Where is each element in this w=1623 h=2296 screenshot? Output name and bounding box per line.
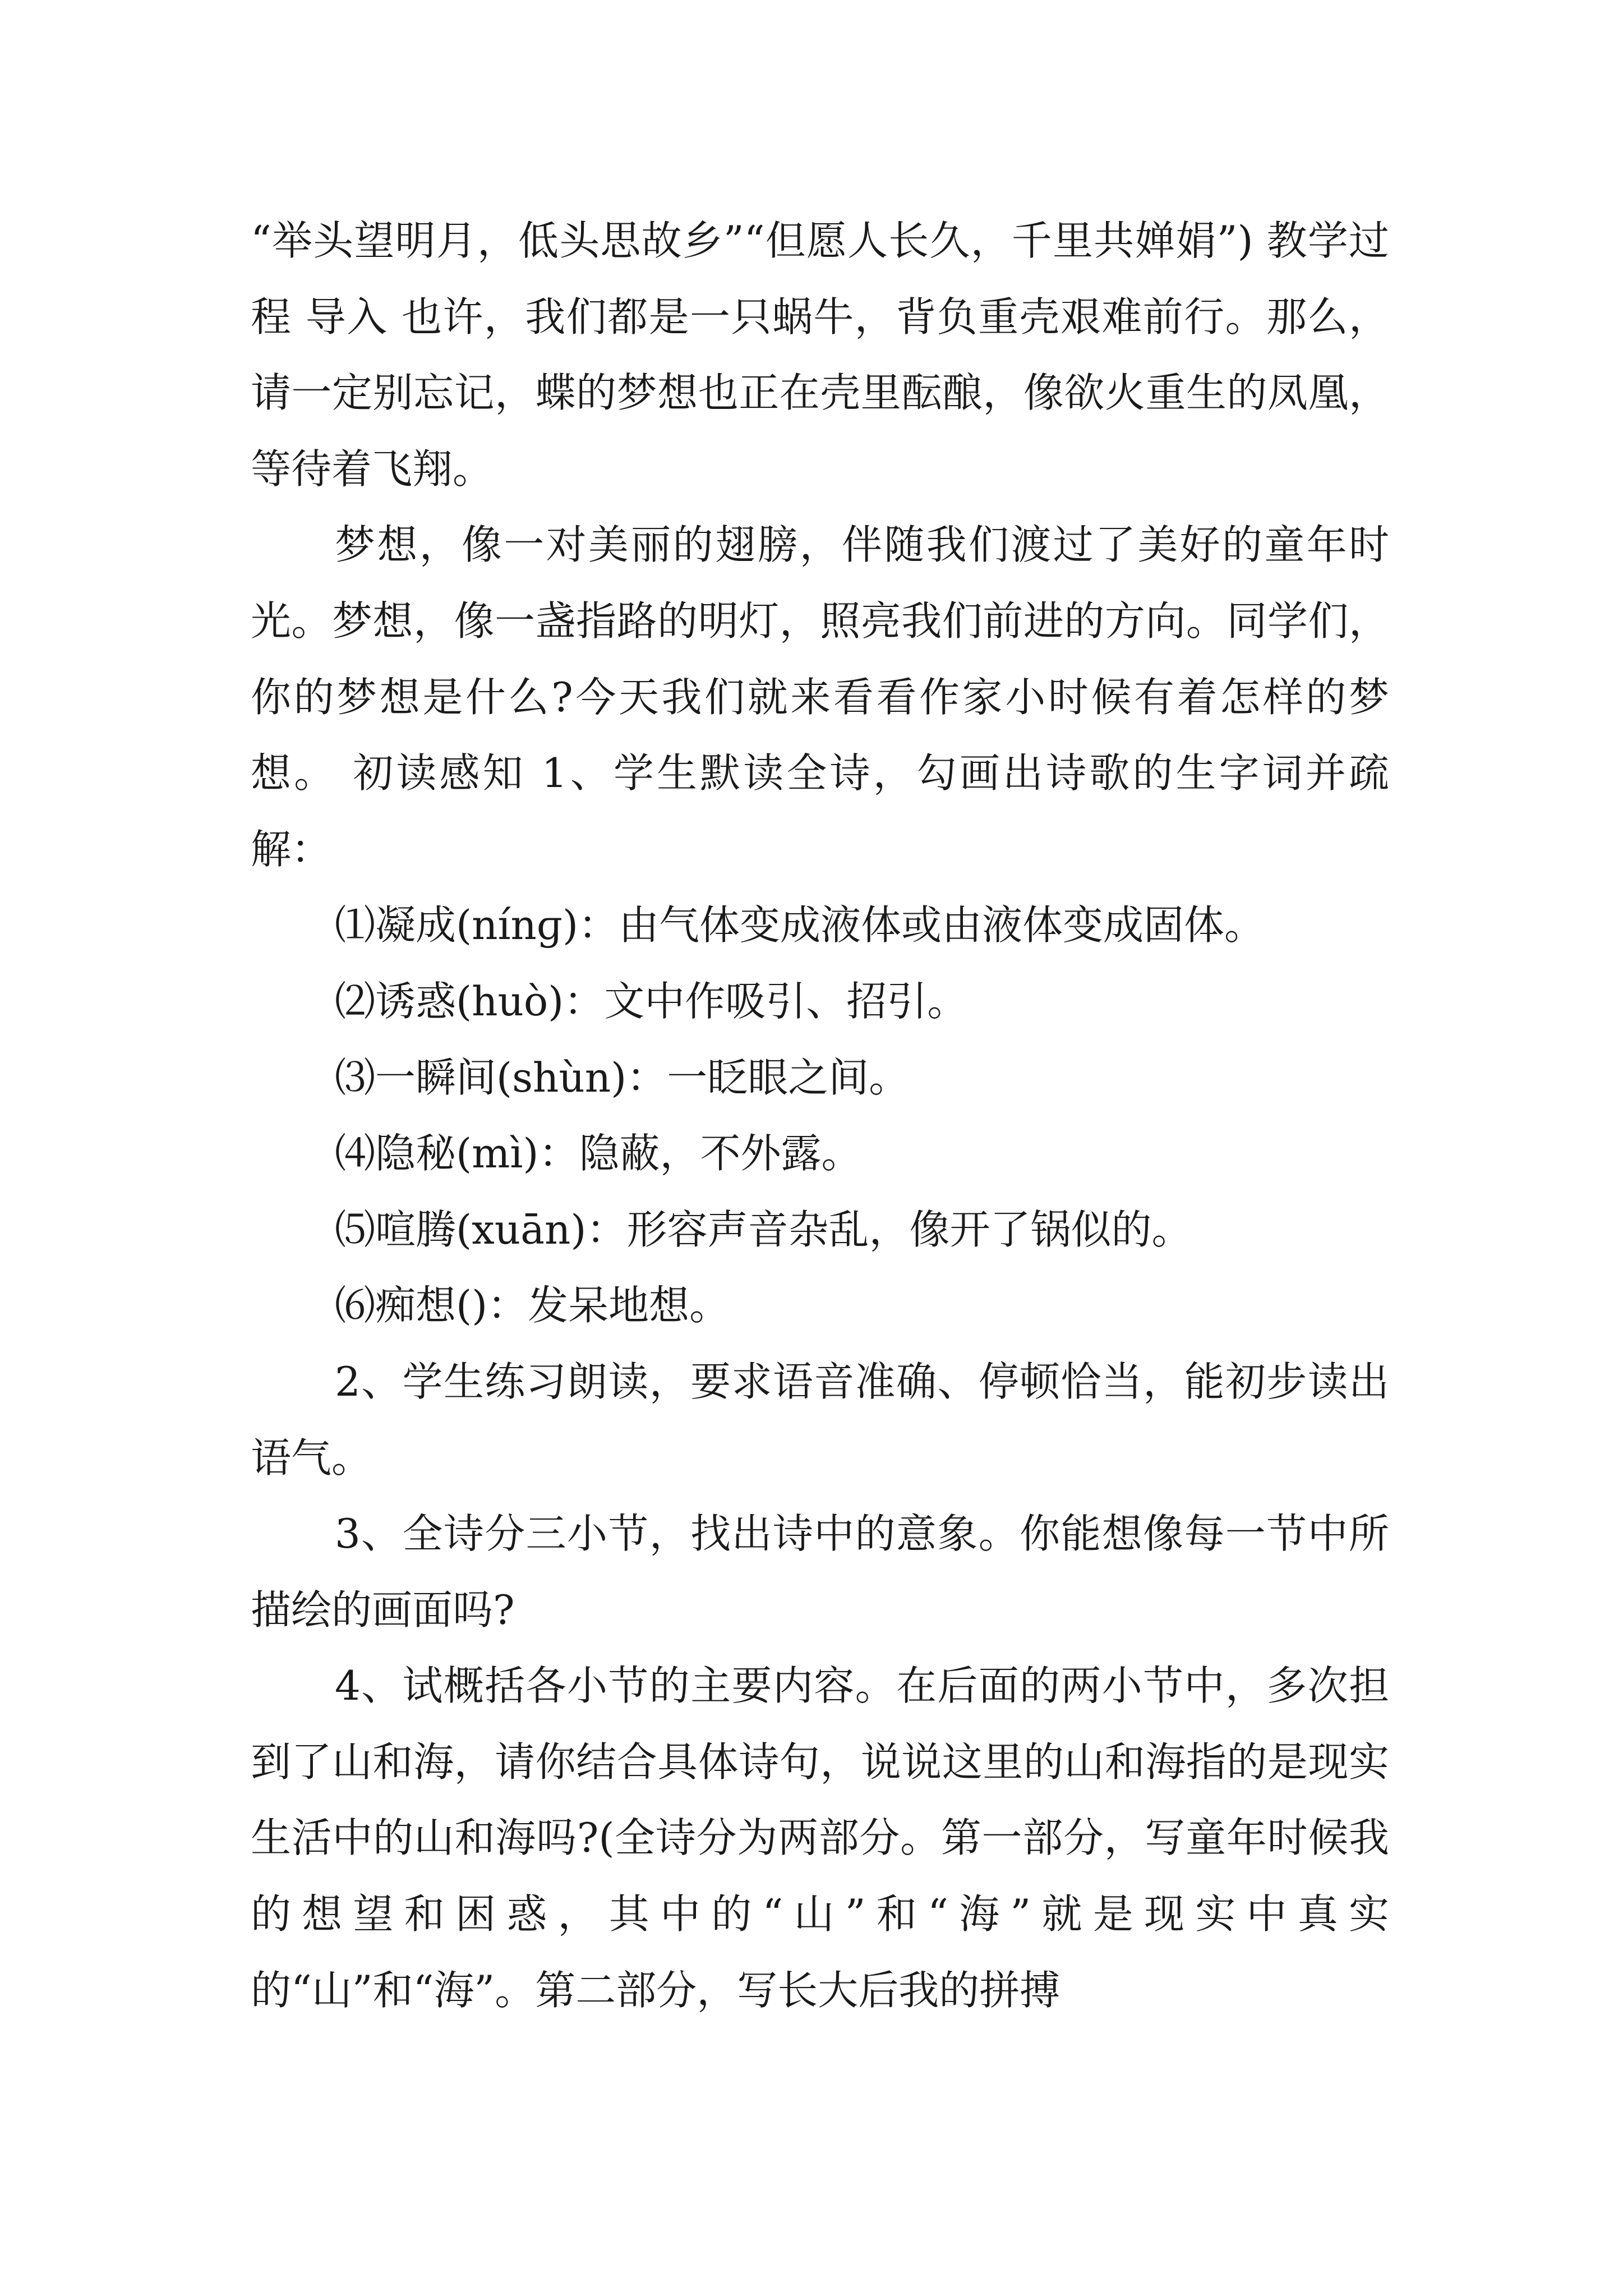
paragraph-intro: “举头望明月，低头思故乡”“但愿人长久，千里共婵娟”) 教学过程 导入 也许，我们都是一只蜗牛，背负重壳艰难前行。那么，请一定别忘记，蝶的梦想也正在壳里酝酿，像欲火重生的凤凰，等待着飞翔。 [251, 217, 1389, 493]
vocab-item-3: ⑶一瞬间(shùn)：一眨眼之间。 [335, 1053, 910, 1101]
paragraph-dream: 梦想，像一对美丽的翅膀，伴随我们渡过了美好的童年时光。梦想，像一盏指路的明灯，照亮我们前进的方向。同学们，你的梦想是什么?今天我们就来看看作家小时候有着怎样的梦想。 初读感知 1、学生默读全诗，勾画出诗歌的生字词并疏解： [251, 521, 1389, 873]
vocab-item-2: ⑵诱惑(huò)：文中作吸引、招引。 [335, 977, 968, 1025]
vocab-item-4: ⑷隐秘(mì)：隐蔽，不外露。 [335, 1130, 862, 1177]
vocab-item-6: ⑹痴想()：发呆地想。 [335, 1282, 730, 1329]
document-body [251, 203, 1389, 2028]
step-4-paragraph: 4、试概括各小节的主要内容。在后面的两小节中，多次担到了山和海，请你结合具体诗句，说说这里的山和海指的是现实生活中的山和海吗?(全诗分为两部分。第一部分，写童年时候我的想望和困惑，其中的“山”和“海”就是现实中真实的“山”和“海”。第二部分，写长大后我的拼搏 [251, 1662, 1389, 2014]
vocab-item-1: ⑴凝成(nínɡ)：由气体变成液体或由液体变成固体。 [335, 901, 1265, 949]
step-3-paragraph: 3、全诗分三小节，找出诗中的意象。你能想像每一节中所描绘的画面吗? [251, 1510, 1389, 1634]
vocab-item-5: ⑸喧腾(xuān)：形容声音杂乱，像开了锅似的。 [335, 1205, 1192, 1253]
step-2-paragraph: 2、学生练习朗读，要求语音准确、停顿恰当，能初步读出语气。 [251, 1358, 1389, 1481]
